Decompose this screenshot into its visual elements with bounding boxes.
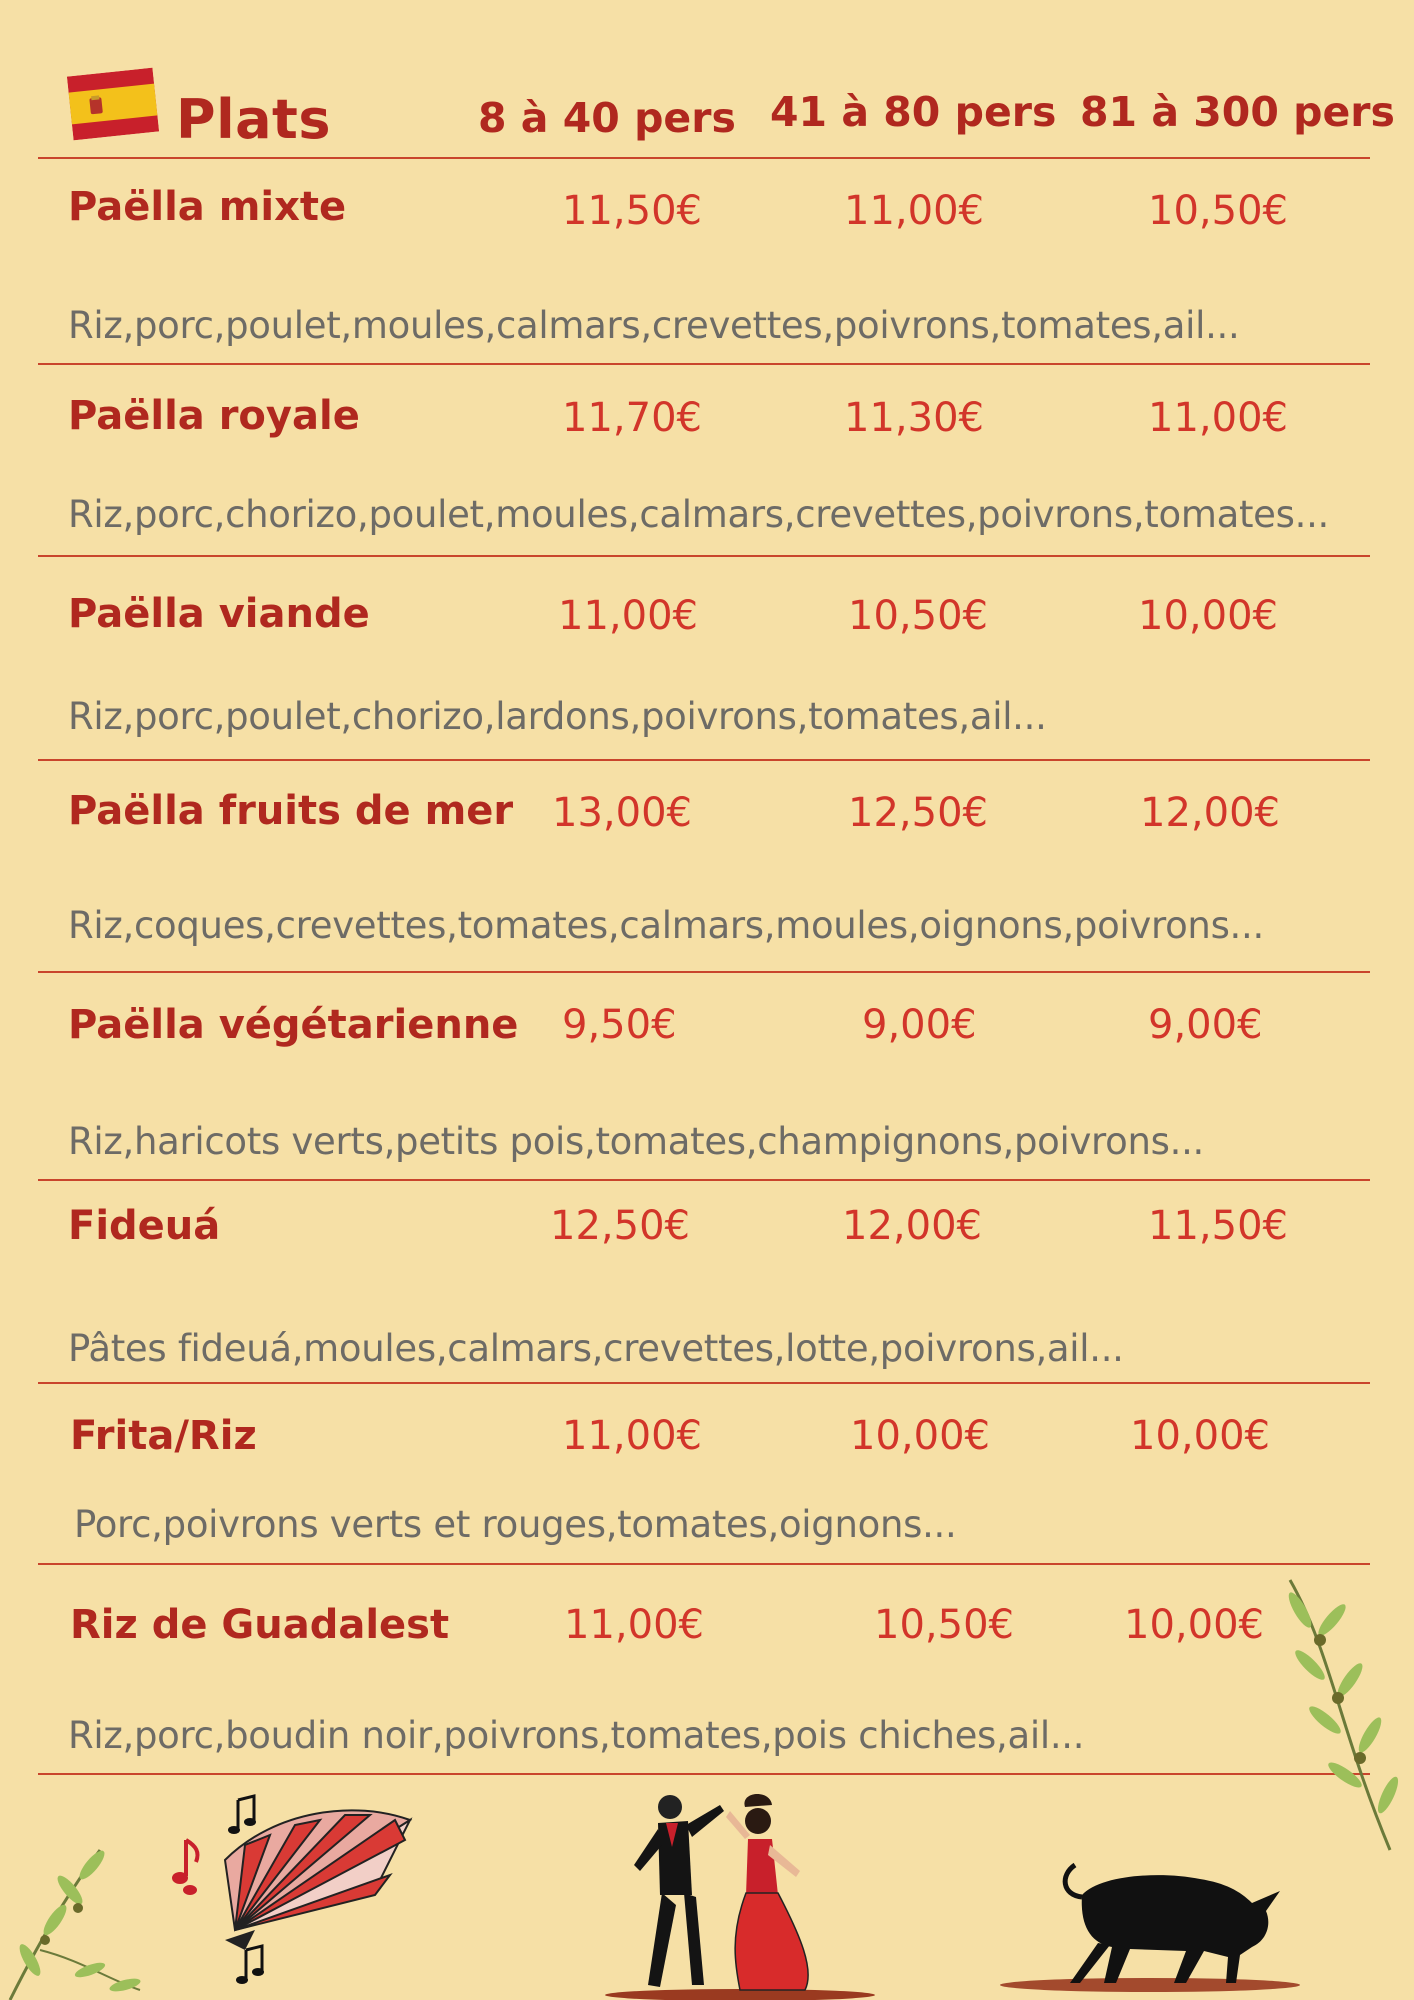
divider	[38, 971, 1370, 973]
divider	[38, 1179, 1370, 1181]
price-41-80: 10,00€	[850, 1413, 990, 1459]
price-41-80: 12,50€	[848, 790, 988, 836]
olive-branch-icon	[0, 1830, 150, 2000]
divider	[38, 1382, 1370, 1384]
dish-name: Riz de Guadalest	[70, 1602, 450, 1648]
price-41-80: 12,00€	[842, 1203, 982, 1249]
spain-flag-icon	[67, 68, 159, 141]
dish-description: Riz,porc,poulet,moules,calmars,crevettes,poivrons,tomates,ail...	[68, 304, 1240, 347]
divider	[38, 759, 1370, 761]
price-41-80: 10,50€	[848, 593, 988, 639]
price-81-300: 11,00€	[1148, 395, 1288, 441]
flamenco-dancers-icon	[600, 1785, 880, 2000]
price-41-80: 10,50€	[874, 1602, 1014, 1648]
menu-header	[0, 0, 1414, 160]
dish-description: Riz,coques,crevettes,tomates,calmars,moules,oignons,poivrons...	[68, 904, 1264, 947]
bull-silhouette-icon	[990, 1855, 1300, 2000]
dish-description: Riz,porc,chorizo,poulet,moules,calmars,crevettes,poivrons,tomates...	[68, 493, 1329, 536]
divider	[38, 1773, 1370, 1775]
column-header-41-80: 41 à 80 pers	[770, 88, 1057, 136]
price-41-80: 9,00€	[862, 1002, 977, 1048]
price-8-40: 11,70€	[562, 395, 702, 441]
dish-description: Riz,porc,poulet,chorizo,lardons,poivrons,tomates,ail...	[68, 695, 1047, 738]
price-41-80: 11,30€	[844, 395, 984, 441]
page-title: Plats	[176, 88, 331, 151]
price-81-300: 10,00€	[1130, 1413, 1270, 1459]
dish-description: Riz,haricots verts,petits pois,tomates,champignons,poivrons...	[68, 1120, 1205, 1163]
olive-branch-icon	[1270, 1570, 1410, 1870]
dish-name: Paëlla végétarienne	[68, 1002, 519, 1048]
price-8-40: 12,50€	[550, 1203, 690, 1249]
dish-name: Fideuá	[68, 1203, 221, 1249]
dish-name: Paëlla mixte	[68, 184, 347, 230]
dish-name: Paëlla royale	[68, 393, 360, 439]
column-header-8-40: 8 à 40 pers	[478, 94, 736, 142]
price-8-40: 9,50€	[562, 1002, 677, 1048]
divider	[38, 363, 1370, 365]
price-81-300: 10,00€	[1124, 1602, 1264, 1648]
dish-name: Paëlla viande	[68, 591, 370, 637]
dish-description: Porc,poivrons verts et rouges,tomates,oignons...	[74, 1503, 957, 1546]
dish-name: Frita/Riz	[70, 1413, 257, 1459]
price-81-300: 11,50€	[1148, 1203, 1288, 1249]
divider	[38, 157, 1370, 159]
price-81-300: 12,00€	[1140, 790, 1280, 836]
dish-description: Pâtes fideuá,moules,calmars,crevettes,lotte,poivrons,ail...	[68, 1327, 1124, 1370]
price-8-40: 11,50€	[562, 188, 702, 234]
price-8-40: 11,00€	[564, 1602, 704, 1648]
dish-name: Paëlla fruits de mer	[68, 788, 514, 834]
price-8-40: 13,00€	[552, 790, 692, 836]
divider	[38, 555, 1370, 557]
hand-fan-icon	[215, 1800, 420, 1960]
price-81-300: 10,00€	[1138, 593, 1278, 639]
price-81-300: 10,50€	[1148, 188, 1288, 234]
price-8-40: 11,00€	[558, 593, 698, 639]
column-header-81-300: 81 à 300 pers	[1080, 88, 1395, 136]
price-8-40: 11,00€	[562, 1413, 702, 1459]
divider	[38, 1563, 1370, 1565]
dish-description: Riz,porc,boudin noir,poivrons,tomates,pois chiches,ail...	[68, 1714, 1085, 1757]
price-81-300: 9,00€	[1148, 1002, 1263, 1048]
price-41-80: 11,00€	[844, 188, 984, 234]
